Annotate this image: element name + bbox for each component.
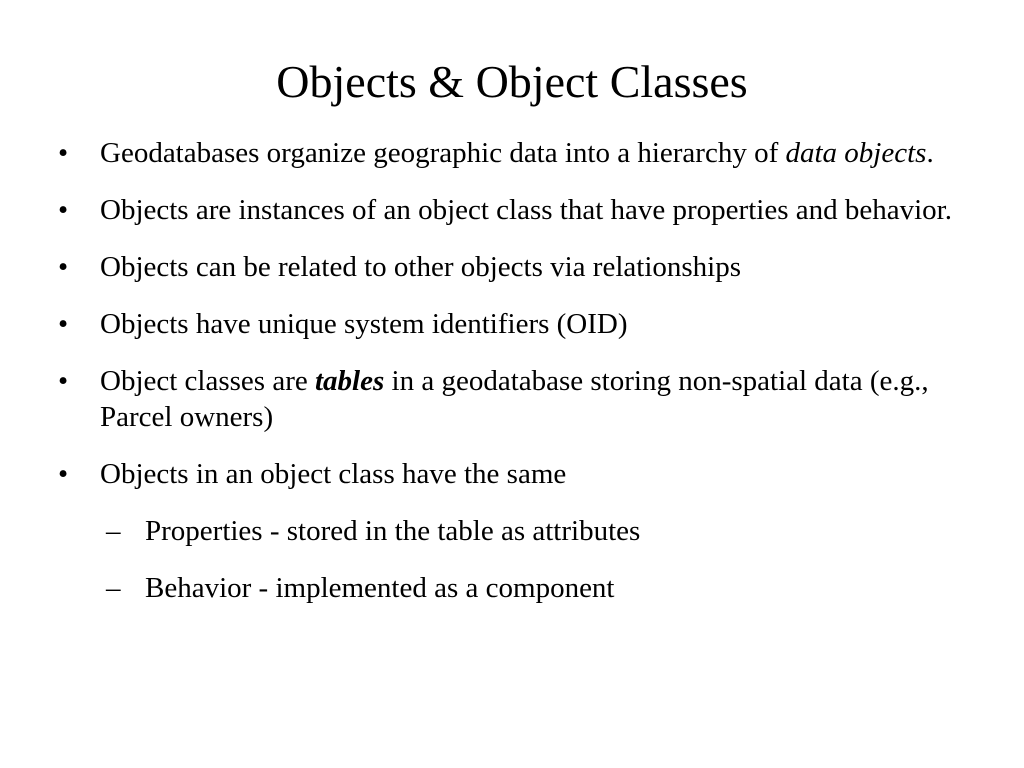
bullet-text: Objects have unique system identifiers (OID) — [100, 308, 628, 340]
bullet-marker: • — [58, 308, 69, 340]
sub-bullet-text: Behavior - implemented as a component — [145, 572, 615, 604]
bullet-list — [58, 135, 978, 627]
bullet-marker: • — [58, 458, 69, 490]
sub-bullet-text: Properties - stored in the table as attributes — [145, 515, 641, 547]
bullet-item — [58, 306, 978, 342]
slide-title: Objects & Object Classes — [276, 56, 748, 107]
bullet-text-part: Geodatabases organize geographic data into a hierarchy of — [100, 137, 786, 169]
bullet-item — [58, 135, 978, 171]
bullet-item — [58, 456, 978, 492]
dash-marker: – — [106, 572, 121, 604]
bullet-text: Objects in an object class have the same — [100, 458, 567, 490]
bullet-item — [58, 192, 978, 228]
bullet-text: Objects are instances of an object class that have properties and behavior. — [100, 194, 952, 226]
bullet-text-part: . — [926, 137, 934, 169]
bullet-text-part: in a geodatabase storing non-spatial data (e.g., Parcel owners) — [100, 365, 929, 433]
bullet-text: Objects can be related to other objects via relationships — [100, 251, 742, 283]
bullet-marker: • — [58, 365, 69, 397]
sub-bullet-item — [58, 570, 978, 606]
sub-bullet-item — [58, 513, 978, 549]
bullet-text-part: Object classes are — [100, 365, 315, 397]
bullet-text — [100, 137, 934, 169]
emphasis-text: tables — [314, 365, 385, 397]
bullet-marker: • — [58, 194, 69, 226]
bullet-marker: • — [58, 137, 69, 169]
bullet-item — [58, 363, 978, 435]
emphasis-text: data objects — [785, 137, 927, 169]
bullet-text — [100, 365, 929, 433]
bullet-item — [58, 249, 978, 285]
dash-marker: – — [106, 515, 121, 547]
bullet-marker: • — [58, 251, 69, 283]
